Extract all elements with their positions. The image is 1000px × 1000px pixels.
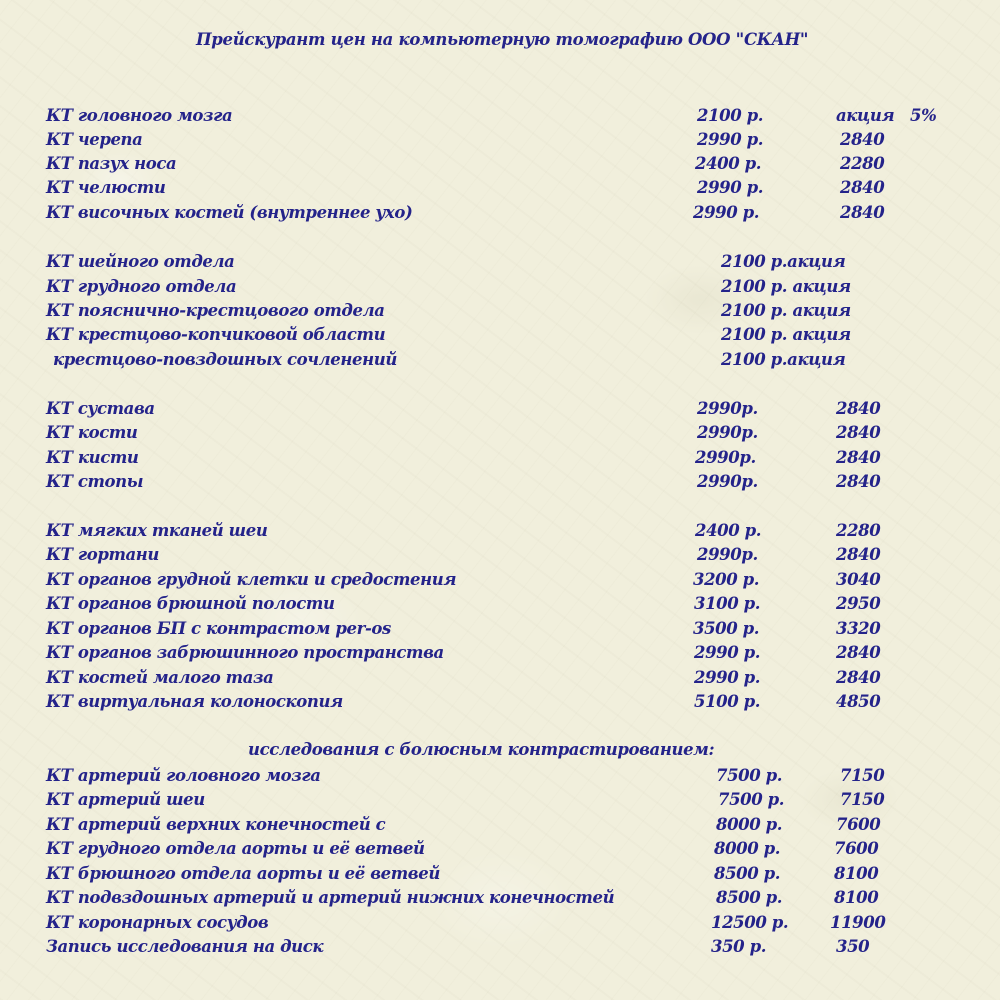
service-price: 2100 р.акция <box>721 252 846 271</box>
service-price: 2990р. <box>697 423 758 442</box>
sale-price: 8100 <box>834 864 879 883</box>
service-name: Запись исследования на диск <box>46 937 324 956</box>
service-name: КТ сустава <box>46 399 155 418</box>
price-row <box>0 176 1000 200</box>
service-price: 7500 р. <box>716 766 783 785</box>
service-price: 2990 р. <box>694 668 761 687</box>
service-name: КТ пояснично-крестцового отдела <box>46 301 385 320</box>
sale-price: 2840 <box>836 399 881 418</box>
price-row <box>0 813 1000 837</box>
service-price: 2990 р. <box>697 178 764 197</box>
service-price: 8000 р. <box>716 815 783 834</box>
service-price: 5100 р. <box>694 692 761 711</box>
service-name: КТ шейного отдела <box>46 252 235 271</box>
service-price: 2400 р. <box>695 154 762 173</box>
price-row <box>0 152 1000 176</box>
service-price: 2990 р. <box>693 203 760 222</box>
sale-price: 3320 <box>836 619 881 638</box>
service-name: КТ артерий верхних конечностей с <box>46 815 386 834</box>
price-row <box>0 690 1000 714</box>
service-name: КТ грудного отдела <box>46 277 237 296</box>
service-name: КТ органов брюшной полости <box>46 594 335 613</box>
sale-price: 8100 <box>834 888 879 907</box>
price-row <box>0 201 1000 225</box>
service-price: 7500 р. <box>718 790 785 809</box>
price-row <box>0 519 1000 543</box>
price-row <box>0 935 1000 959</box>
service-price: 2400 р. <box>695 521 762 540</box>
sale-price: 2840 <box>836 472 881 491</box>
price-row <box>0 862 1000 886</box>
sale-price: 2950 <box>836 594 881 613</box>
service-price: 2100 р. акция <box>721 301 851 320</box>
sale-price: 2280 <box>840 154 885 173</box>
sale-price: 2840 <box>836 423 881 442</box>
service-name: крестцово-повздошных сочленений <box>53 350 397 369</box>
service-price: 350 р. <box>711 937 767 956</box>
service-name: КТ костей малого таза <box>46 668 274 687</box>
price-row <box>0 421 1000 445</box>
service-price: 8000 р. <box>714 839 781 858</box>
service-price: 2990 р. <box>694 643 761 662</box>
service-price: 8500 р. <box>716 888 783 907</box>
service-name: КТ артерий шеи <box>46 790 205 809</box>
page-title: Прейскурант цен на компьютерную томографию ООО "СКАН" <box>196 30 809 49</box>
service-price: 2100 р.акция <box>721 350 846 369</box>
service-name: КТ стопы <box>46 472 144 491</box>
service-name: КТ грудного отдела аорты и её ветвей <box>46 839 425 858</box>
service-name: КТ кости <box>46 423 138 442</box>
sale-price: 2840 <box>836 448 881 467</box>
price-row <box>0 446 1000 470</box>
price-row <box>0 397 1000 421</box>
price-row <box>0 568 1000 592</box>
service-name: КТ брюшного отдела аорты и её ветвей <box>46 864 440 883</box>
service-name: КТ крестцово-копчиковой области <box>46 325 386 344</box>
service-name: КТ пазух носа <box>46 154 177 173</box>
price-row <box>0 666 1000 690</box>
sale-price: 2280 <box>836 521 881 540</box>
service-price: 2100 р. <box>697 106 764 125</box>
price-row <box>0 911 1000 935</box>
service-price: 12500 р. <box>711 913 789 932</box>
service-price: 2990 р. <box>697 130 764 149</box>
price-row <box>0 764 1000 788</box>
service-price: 3200 р. <box>693 570 760 589</box>
service-price: 2990р. <box>695 448 756 467</box>
price-row <box>0 617 1000 641</box>
sale-price: 2840 <box>840 178 885 197</box>
sale-price: 2840 <box>836 668 881 687</box>
price-row <box>0 641 1000 665</box>
service-price: 2990р. <box>697 545 758 564</box>
service-price: 3500 р. <box>693 619 760 638</box>
service-price: 8500 р. <box>714 864 781 883</box>
sale-price: 7600 <box>836 815 881 834</box>
price-row <box>0 886 1000 910</box>
price-row <box>0 128 1000 152</box>
sale-price: 3040 <box>836 570 881 589</box>
sale-price: 4850 <box>836 692 881 711</box>
service-name: КТ гортани <box>46 545 160 564</box>
service-name: КТ головного мозга <box>46 106 233 125</box>
sale-price: 7600 <box>834 839 879 858</box>
service-name: КТ мягких тканей шеи <box>46 521 268 540</box>
sale-price: 350 <box>836 937 870 956</box>
section-heading: исследования с болюсным контрастированием: <box>248 740 715 759</box>
discount-percent: 5% <box>910 106 937 125</box>
service-name: КТ кисти <box>46 448 139 467</box>
service-name: КТ черепа <box>46 130 143 149</box>
service-name: КТ органов БП с контрастом per-os <box>46 619 391 638</box>
price-row <box>0 323 1000 347</box>
sale-price: 2840 <box>840 203 885 222</box>
service-name: КТ артерий головного мозга <box>46 766 321 785</box>
price-row <box>0 104 1000 128</box>
service-name: КТ органов грудной клетки и средостения <box>46 570 457 589</box>
price-row <box>0 299 1000 323</box>
sale-price: 2840 <box>836 545 881 564</box>
sale-price: 11900 <box>830 913 886 932</box>
sale-price: 7150 <box>840 766 885 785</box>
sale-label: акция <box>836 106 895 125</box>
service-name: КТ височных костей (внутреннее ухо) <box>46 203 413 222</box>
service-name: КТ коронарных сосудов <box>46 913 269 932</box>
service-name: КТ виртуальная колоноскопия <box>46 692 343 711</box>
service-price: 2100 р. акция <box>721 325 851 344</box>
price-row <box>0 348 1000 372</box>
service-name: КТ подвздошных артерий и артерий нижних конечностей <box>46 888 615 907</box>
price-row <box>0 837 1000 861</box>
sale-price: 7150 <box>840 790 885 809</box>
price-row <box>0 543 1000 567</box>
price-row <box>0 470 1000 494</box>
price-row <box>0 275 1000 299</box>
price-row <box>0 250 1000 274</box>
service-price: 2100 р. акция <box>721 277 851 296</box>
service-name: КТ органов забрюшинного пространства <box>46 643 444 662</box>
service-price: 2990р. <box>697 399 758 418</box>
service-price: 2990р. <box>697 472 758 491</box>
price-row <box>0 788 1000 812</box>
price-row <box>0 592 1000 616</box>
service-name: КТ челюсти <box>46 178 166 197</box>
service-price: 3100 р. <box>694 594 761 613</box>
sale-price: 2840 <box>836 643 881 662</box>
sale-price: 2840 <box>840 130 885 149</box>
